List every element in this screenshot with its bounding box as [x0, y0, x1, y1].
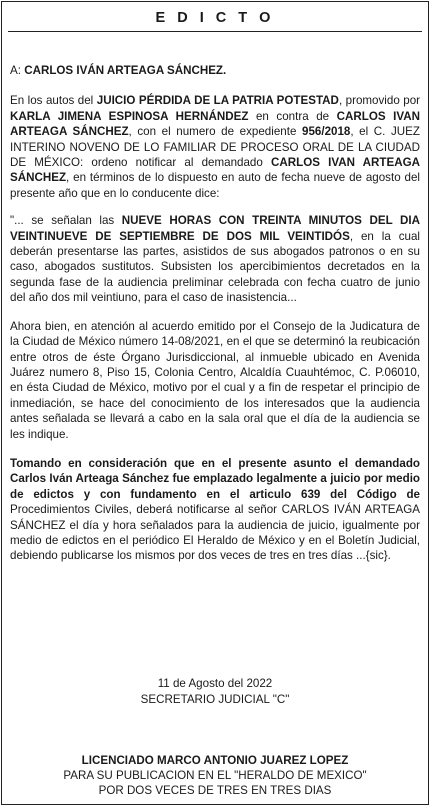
signature-block [2, 676, 428, 708]
signature-role: SECRETARIO JUDICIAL "C" [140, 693, 290, 706]
case-type: JUICIO PÉRDIDA DE LA PATRIA POTESTAD [96, 94, 339, 108]
text-segment: en contra de [248, 109, 337, 123]
text-segment: "... se señalan las [10, 214, 122, 228]
defendant-name: CARLOS IVAN ARTEAGA SÁNCHEZ [10, 156, 421, 185]
footer-line-1: PARA SU PUBLICACION EN EL "HERALDO DE MEXICO" [63, 769, 367, 782]
paragraph-case-details [10, 93, 420, 201]
text-segment: , en términos de lo dispuesto en auto de fecha nueve de agosto del presente año que en lo conducente dice: [10, 171, 420, 200]
footer-block [2, 753, 428, 798]
title-divider [8, 31, 422, 32]
footer-name-text: LICENCIADO MARCO ANTONIO JUAREZ LOPEZ [81, 754, 349, 767]
text-segment: Procedimientos Civiles, deberá notificarse al señor CARLOS IVÁN ARTEAGA SÁNCHEZ el día y hora señalados para la audiencia de juicio, igualmente por medio de edictos en el periódico El Heraldo de México y en el Boletín Judicial, debiendo publicarse los mismos por dos veces de tres en tres días ...{sic}. [10, 503, 420, 563]
paragraph-notification [10, 456, 420, 564]
plaintiff-name: KARLA JIMENA ESPINOSA HERNÁNDEZ [10, 109, 249, 123]
addressee-prefix: A: [10, 64, 21, 77]
edict-body [10, 63, 420, 564]
paragraph-relocation: Ahora bien, en atención al acuerdo emitido por el Consejo de la Judicatura de la Ciudad de México número 14-08/2021, en el que se determinó la reubicación entre otros de éste Órgano Jurisdiccional, al inmueble ubicado en Avenida Juárez numero 8, Piso 15, Colonia Centro, Alcaldía Cuauhtémoc, C. P.06010, en ésta Ciudad de México, motivo por el cual y a fin de respetar el principio de inmediación, se hace del conocimiento de los interesados que la audiencia antes señalada se llevará a cabo en la sala oral que el día de la audiencia se les indique. [10, 319, 420, 441]
paragraph-hearing-date [10, 213, 420, 305]
case-number: 956/2018 [302, 125, 351, 139]
text-segment: , en la cual deberán presentarse las partes, asistidos de sus abogados patronos o en su caso, abogados sustitutos. Subsisten los apercibimientos decretados en la segunda fase de la audiencia preliminar celebrada con fecha cuatro de junio del año dos mil veintiuno, para el caso de inasistencia... [10, 229, 420, 305]
text-segment: , promovido por [338, 94, 420, 108]
addressee-name: CARLOS IVÁN ARTEAGA SÁNCHEZ. [24, 64, 227, 77]
defendant-name: CARLOS IVAN ARTEAGA SÁNCHEZ [10, 109, 420, 139]
text-segment: , con el numero de expediente [128, 125, 302, 139]
bold-statement: Tomando en consideración que en el presente asunto el demandado Carlos Iván Arteaga Sánchez fue emplazado legalmente a juicio por medio de edictos y con fundamento en el articulo 639 del Código de [10, 456, 420, 501]
page-title: E D I C T O [155, 10, 275, 26]
text-segment: En los autos del [10, 94, 97, 108]
signature-date: 11 de Agosto del 2022 [157, 677, 273, 690]
footer-name [2, 753, 428, 768]
footer-line-2: POR DOS VECES DE TRES EN TRES DIAS [98, 784, 332, 797]
edict-page [1, 1, 429, 805]
text-segment: , el C. JUEZ INTERINO NOVENO DE LO FAMILIAR DE PROCESO ORAL DE LA CIUDAD DE MÉXICO: ordeno notificar al demandado [10, 125, 420, 170]
addressee-line [10, 63, 420, 78]
hearing-datetime: NUEVE HORAS CON TREINTA MINUTOS DEL DIA VEINTINUEVE DE SEPTIEMBRE DE DOS MIL VEINTIDÓS [10, 214, 421, 243]
